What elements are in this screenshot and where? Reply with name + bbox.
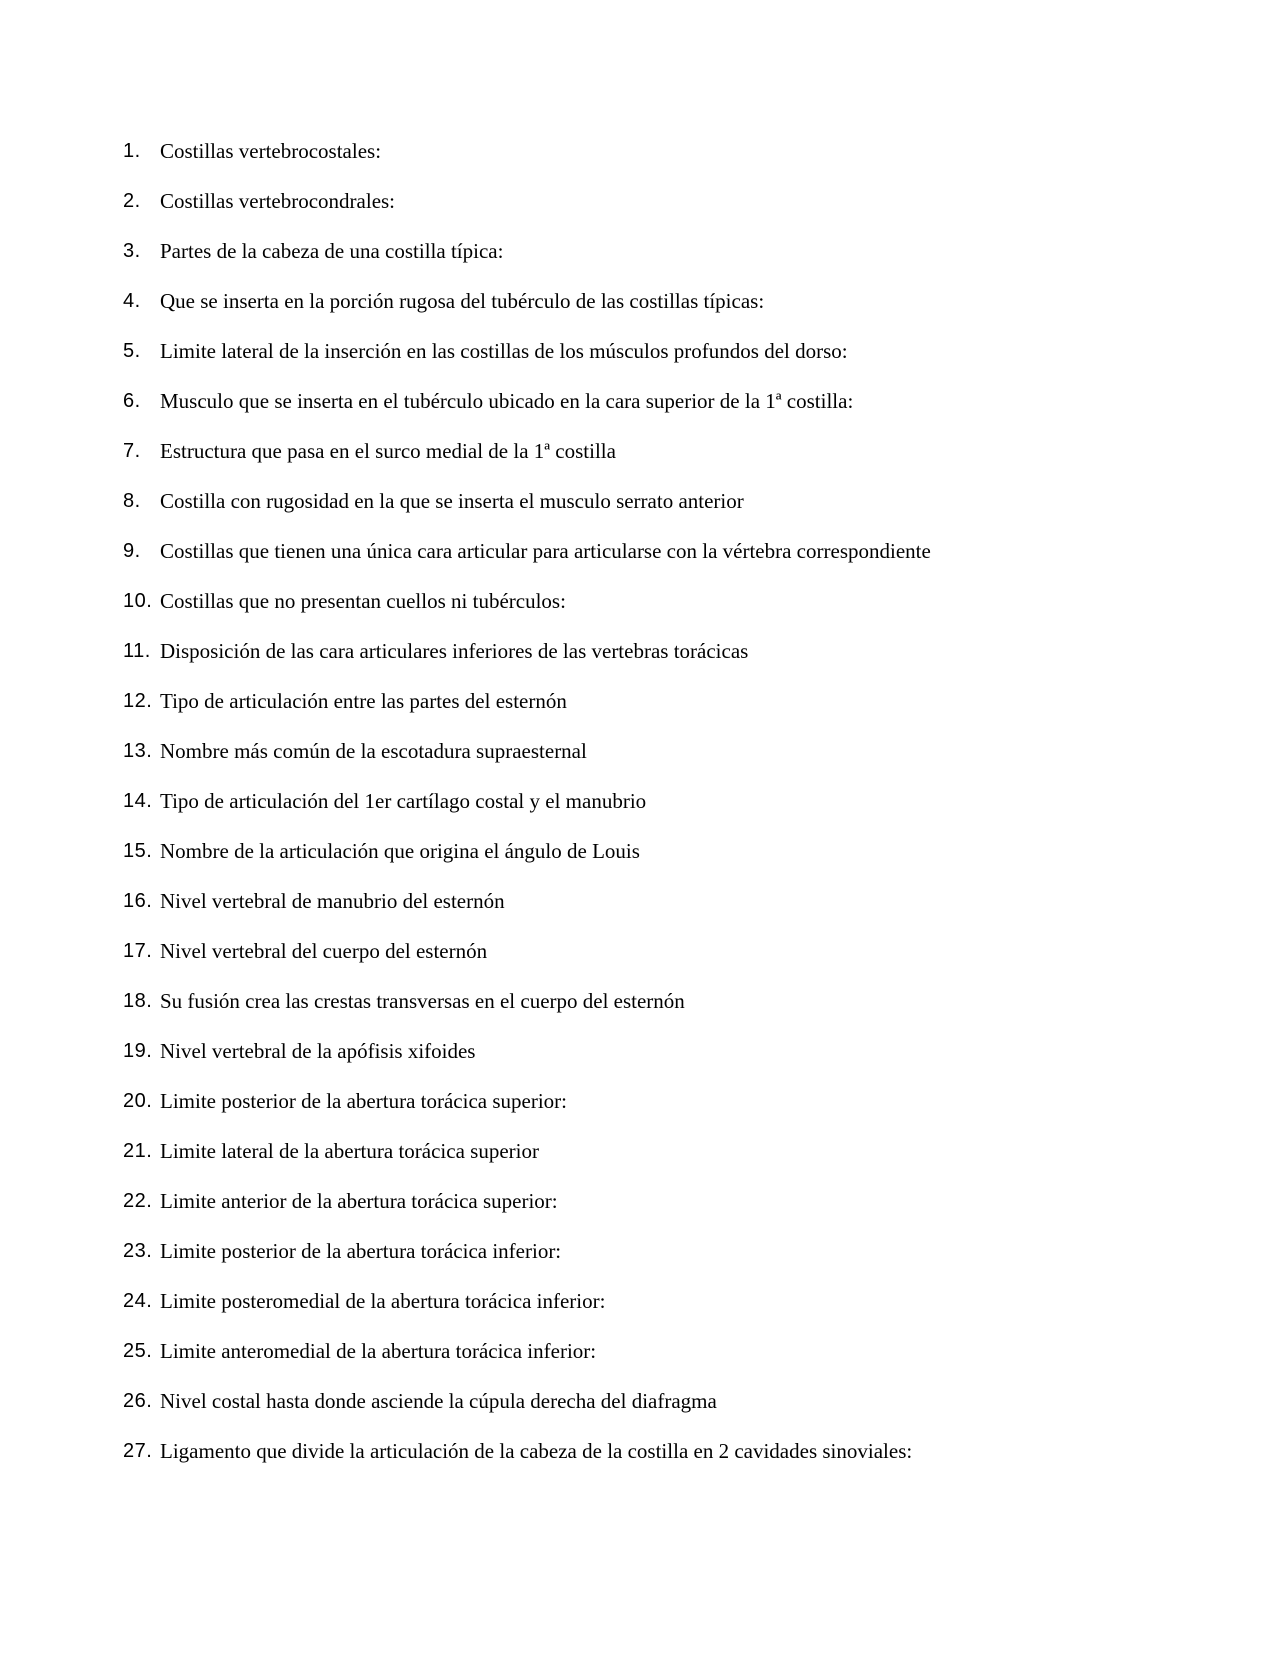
item-text: Limite posterior de la abertura torácica superior: [160,1089,567,1113]
item-number: 2. [123,190,141,212]
item-text: Musculo que se inserta en el tubérculo ubicado en la cara superior de la 1ª costilla: [160,389,854,413]
list-item [0,338,1280,388]
item-number: 24. [123,1290,153,1312]
item-number: 5. [123,340,141,362]
item-text: Limite posteromedial de la abertura torácica inferior: [160,1289,606,1313]
item-number: 15. [123,840,153,862]
item-text: Limite posterior de la abertura torácica inferior: [160,1239,562,1263]
item-number: 9. [123,540,141,562]
list-item [0,388,1280,438]
list-item [0,1288,1280,1338]
list-item [0,688,1280,738]
list-item [0,238,1280,288]
list-item [0,488,1280,538]
item-number: 27. [123,1440,153,1462]
list-item [0,838,1280,888]
item-text: Costilla con rugosidad en la que se inserta el musculo serrato anterior [160,489,744,513]
item-text: Nombre de la articulación que origina el ángulo de Louis [160,839,640,863]
list-item [0,538,1280,588]
list-item [0,788,1280,838]
item-number: 14. [123,790,153,812]
item-number: 23. [123,1240,153,1262]
question-list [0,138,1280,1488]
item-text: Que se inserta en la porción rugosa del tubérculo de las costillas típicas: [160,289,765,313]
item-number: 13. [123,740,153,762]
list-item [0,1188,1280,1238]
list-item [0,738,1280,788]
item-text: Su fusión crea las crestas transversas en el cuerpo del esternón [160,989,685,1013]
list-item [0,1038,1280,1088]
item-text: Partes de la cabeza de una costilla típica: [160,239,504,263]
list-item [0,288,1280,338]
list-item [0,1388,1280,1438]
item-number: 16. [123,890,153,912]
list-item [0,588,1280,638]
list-item [0,938,1280,988]
item-text: Estructura que pasa en el surco medial de la 1ª costilla [160,439,616,463]
item-number: 12. [123,690,153,712]
list-item [0,138,1280,188]
item-number: 7. [123,440,141,462]
list-item [0,1238,1280,1288]
list-item [0,438,1280,488]
item-text: Limite lateral de la abertura torácica superior [160,1139,539,1163]
item-text: Limite lateral de la inserción en las costillas de los músculos profundos del dorso: [160,339,848,363]
item-text: Nivel vertebral de la apófisis xifoides [160,1039,476,1063]
item-text: Nivel costal hasta donde asciende la cúpula derecha del diafragma [160,1389,717,1413]
item-text: Costillas vertebrocostales: [160,139,382,163]
item-text: Costillas que no presentan cuellos ni tubérculos: [160,589,566,613]
list-item [0,1138,1280,1188]
item-number: 19. [123,1040,153,1062]
list-item [0,1338,1280,1388]
item-number: 1. [123,140,141,162]
item-number: 4. [123,290,141,312]
item-number: 25. [123,1340,153,1362]
item-text: Limite anterior de la abertura torácica superior: [160,1189,558,1213]
list-item [0,988,1280,1038]
list-item [0,1088,1280,1138]
item-number: 17. [123,940,153,962]
list-item [0,188,1280,238]
item-text: Ligamento que divide la articulación de la cabeza de la costilla en 2 cavidades sinoviales: [160,1439,913,1463]
item-number: 20. [123,1090,153,1112]
item-text: Costillas vertebrocondrales: [160,189,396,213]
item-text: Nivel vertebral de manubrio del esternón [160,889,505,913]
item-text: Tipo de articulación entre las partes del esternón [160,689,567,713]
item-number: 26. [123,1390,153,1412]
item-number: 11. [123,640,151,662]
item-text: Nivel vertebral del cuerpo del esternón [160,939,488,963]
item-text: Costillas que tienen una única cara articular para articularse con la vértebra correspondiente [160,539,931,563]
item-text: Disposición de las cara articulares inferiores de las vertebras torácicas [160,639,749,663]
list-item [0,1438,1280,1488]
item-number: 18. [123,990,153,1012]
item-text: Tipo de articulación del 1er cartílago costal y el manubrio [160,789,647,813]
item-number: 3. [123,240,141,262]
list-item [0,888,1280,938]
item-number: 21. [123,1140,153,1162]
item-number: 8. [123,490,141,512]
item-text: Nombre más común de la escotadura supraesternal [160,739,587,763]
list-item [0,638,1280,688]
item-number: 10. [123,590,153,612]
item-text: Limite anteromedial de la abertura torácica inferior: [160,1339,597,1363]
item-number: 6. [123,390,141,412]
item-number: 22. [123,1190,153,1212]
